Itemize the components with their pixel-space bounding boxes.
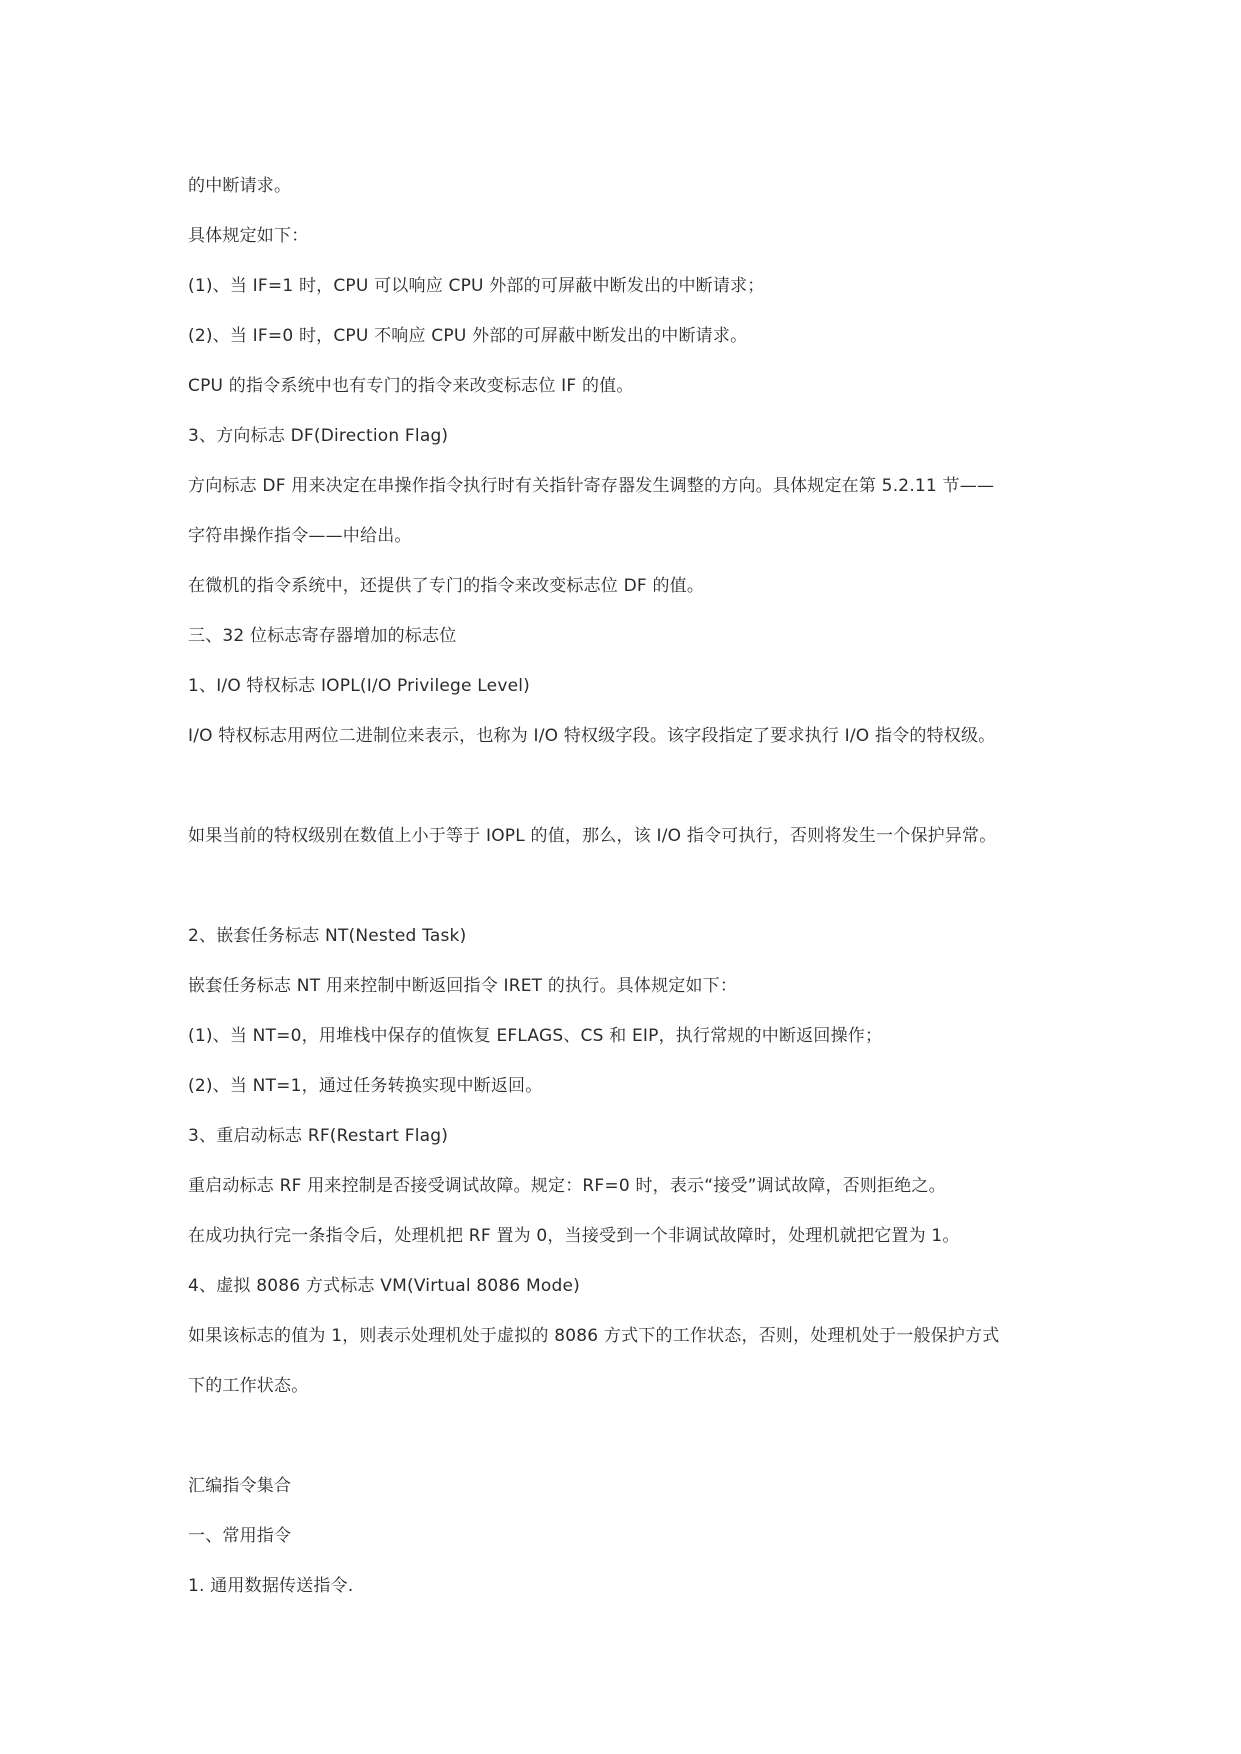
text-line: 如果当前的特权级别在数值上小于等于 IOPL 的值，那么，该 I/O 指令可执行，否则将发生一个保护异常。 <box>188 826 997 846</box>
section-heading: 3、方向标志 DF(Direction Flag) <box>188 426 449 446</box>
text-line: 在成功执行完一条指令后，处理机把 RF 置为 0，当接受到一个非调试故障时，处理机就把它置为 1。 <box>188 1226 960 1246</box>
text-line: 的中断请求。 <box>188 176 292 196</box>
text-line: (1)、当 NT=0，用堆栈中保存的值恢复 EFLAGS、CS 和 EIP，执行常规的中断返回操作； <box>188 1026 883 1046</box>
text-line: 具体规定如下： <box>188 226 309 246</box>
section-heading: 汇编指令集合 <box>188 1476 292 1496</box>
section-heading: 1. 通用数据传送指令. <box>188 1576 354 1596</box>
text-line: 下的工作状态。 <box>188 1376 309 1396</box>
text-line: (2)、当 IF=0 时，CPU 不响应 CPU 外部的可屏蔽中断发出的中断请求。 <box>188 326 748 346</box>
text-line: I/O 特权标志用两位二进制位来表示，也称为 I/O 特权级字段。该字段指定了要求执行 I/O 指令的特权级。 <box>188 726 996 746</box>
section-heading: 4、虚拟 8086 方式标志 VM(Virtual 8086 Mode) <box>188 1276 580 1296</box>
section-heading: 2、嵌套任务标志 NT(Nested Task) <box>188 926 467 946</box>
text-line: 字符串操作指令——中给出。 <box>188 526 412 546</box>
section-heading: 三、32 位标志寄存器增加的标志位 <box>188 626 457 646</box>
section-heading: 一、常用指令 <box>188 1526 292 1546</box>
text-line: CPU 的指令系统中也有专门的指令来改变标志位 IF 的值。 <box>188 376 634 396</box>
text-line: 重启动标志 RF 用来控制是否接受调试故障。规定：RF=0 时，表示“接受”调试故障，否则拒绝之。 <box>188 1176 946 1196</box>
text-line: 嵌套任务标志 NT 用来控制中断返回指令 IRET 的执行。具体规定如下： <box>188 976 738 996</box>
text-line: 在微机的指令系统中，还提供了专门的指令来改变标志位 DF 的值。 <box>188 576 705 596</box>
text-line: 如果该标志的值为 1，则表示处理机处于虚拟的 8086 方式下的工作状态，否则，处理机处于一般保护方式 <box>188 1326 1000 1346</box>
text-line: (1)、当 IF=1 时，CPU 可以响应 CPU 外部的可屏蔽中断发出的中断请求； <box>188 276 765 296</box>
section-heading: 1、I/O 特权标志 IOPL(I/O Privilege Level) <box>188 676 531 696</box>
section-heading: 3、重启动标志 RF(Restart Flag) <box>188 1126 449 1146</box>
text-line: 方向标志 DF 用来决定在串操作指令执行时有关指针寄存器发生调整的方向。具体规定在第 5.2.11 节—— <box>188 476 995 496</box>
text-line: (2)、当 NT=1，通过任务转换实现中断返回。 <box>188 1076 543 1096</box>
